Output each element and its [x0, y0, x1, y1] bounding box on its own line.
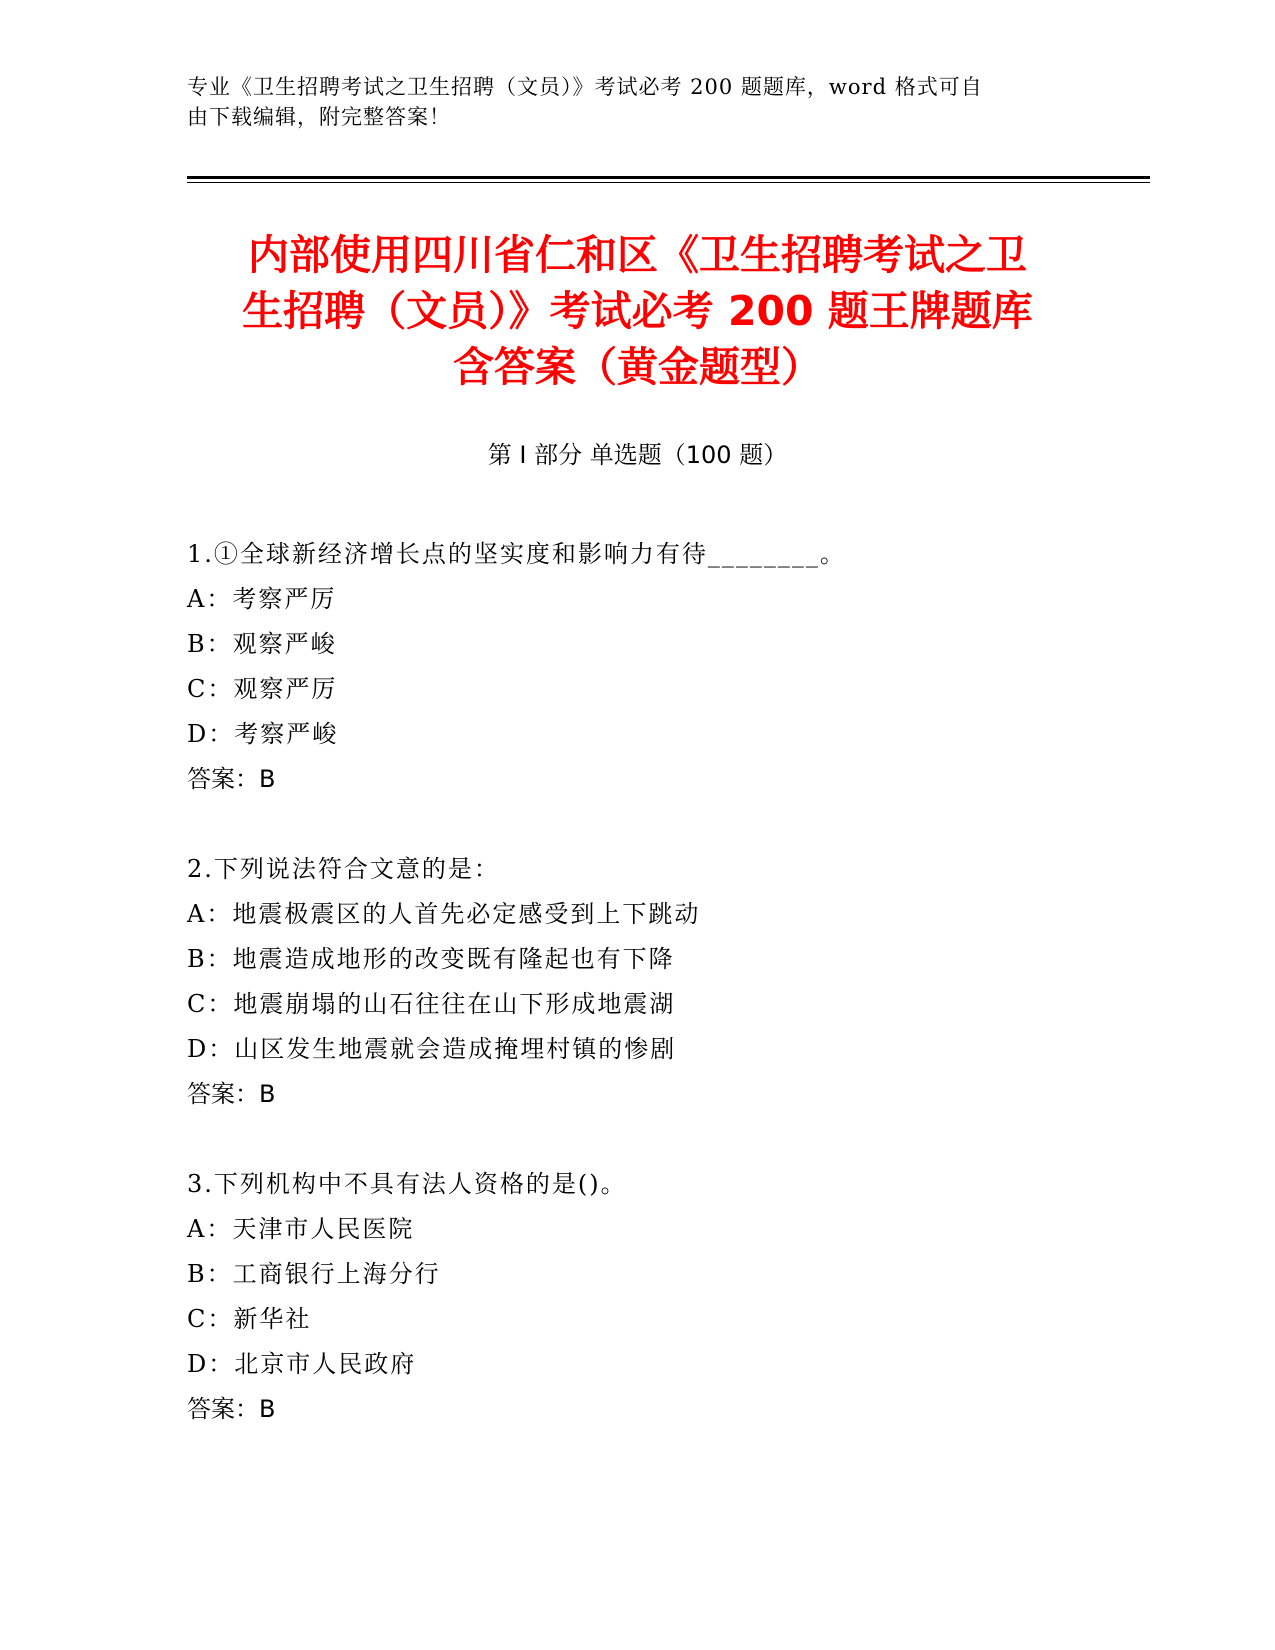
- option-c: C：地震崩塌的山石往往在山下形成地震湖: [187, 990, 676, 1018]
- header-line: 专业《卫生招聘考试之卫生招聘（文员）》考试必考 200 题题库，word 格式可自: [187, 75, 983, 99]
- question-stem: 3.下列机构中不具有法人资格的是()。: [187, 1170, 627, 1198]
- option-d: D：山区发生地震就会造成掩埋村镇的惨剧: [187, 1035, 677, 1063]
- title-line: 内部使用四川省仁和区《卫生招聘考试之卫: [248, 231, 1027, 279]
- title-line: 生招聘（文员）》考试必考 200 题王牌题库: [242, 287, 1033, 335]
- answer-text: 答案：B: [187, 765, 276, 793]
- option-c: C：新华社: [187, 1305, 312, 1333]
- question-stem: 1.①全球新经济增长点的坚实度和影响力有待________。: [187, 540, 846, 568]
- option-a: A：天津市人民医院: [187, 1215, 415, 1243]
- question-item: [187, 1162, 1087, 1432]
- question-item: [187, 847, 1087, 1117]
- option-b: B：地震造成地形的改变既有隆起也有下降: [187, 945, 675, 973]
- question-list: [187, 532, 1087, 1432]
- option-c: C：观察严厉: [187, 675, 338, 703]
- option-b: B：工商银行上海分行: [187, 1260, 441, 1288]
- answer-text: 答案：B: [187, 1395, 276, 1423]
- document-title: [190, 227, 1085, 395]
- question-item: [187, 532, 1087, 802]
- option-a: A：地震极震区的人首先必定感受到上下跳动: [187, 900, 701, 928]
- option-a: A：考察严厉: [187, 585, 337, 613]
- title-line: 含答案（黄金题型）: [453, 343, 822, 391]
- header-divider-thin: [187, 182, 1150, 183]
- question-stem: 2.下列说法符合文意的是：: [187, 855, 500, 883]
- page-header: [187, 72, 1067, 132]
- header-line: 由下载编辑，附完整答案！: [187, 105, 451, 129]
- section-title: 第 I 部分 单选题（100 题）: [487, 441, 788, 469]
- option-d: D：北京市人民政府: [187, 1350, 417, 1378]
- option-b: B：观察严峻: [187, 630, 337, 658]
- answer-text: 答案：B: [187, 1080, 276, 1108]
- header-divider-thick: [187, 176, 1150, 179]
- option-d: D：考察严峻: [187, 720, 339, 748]
